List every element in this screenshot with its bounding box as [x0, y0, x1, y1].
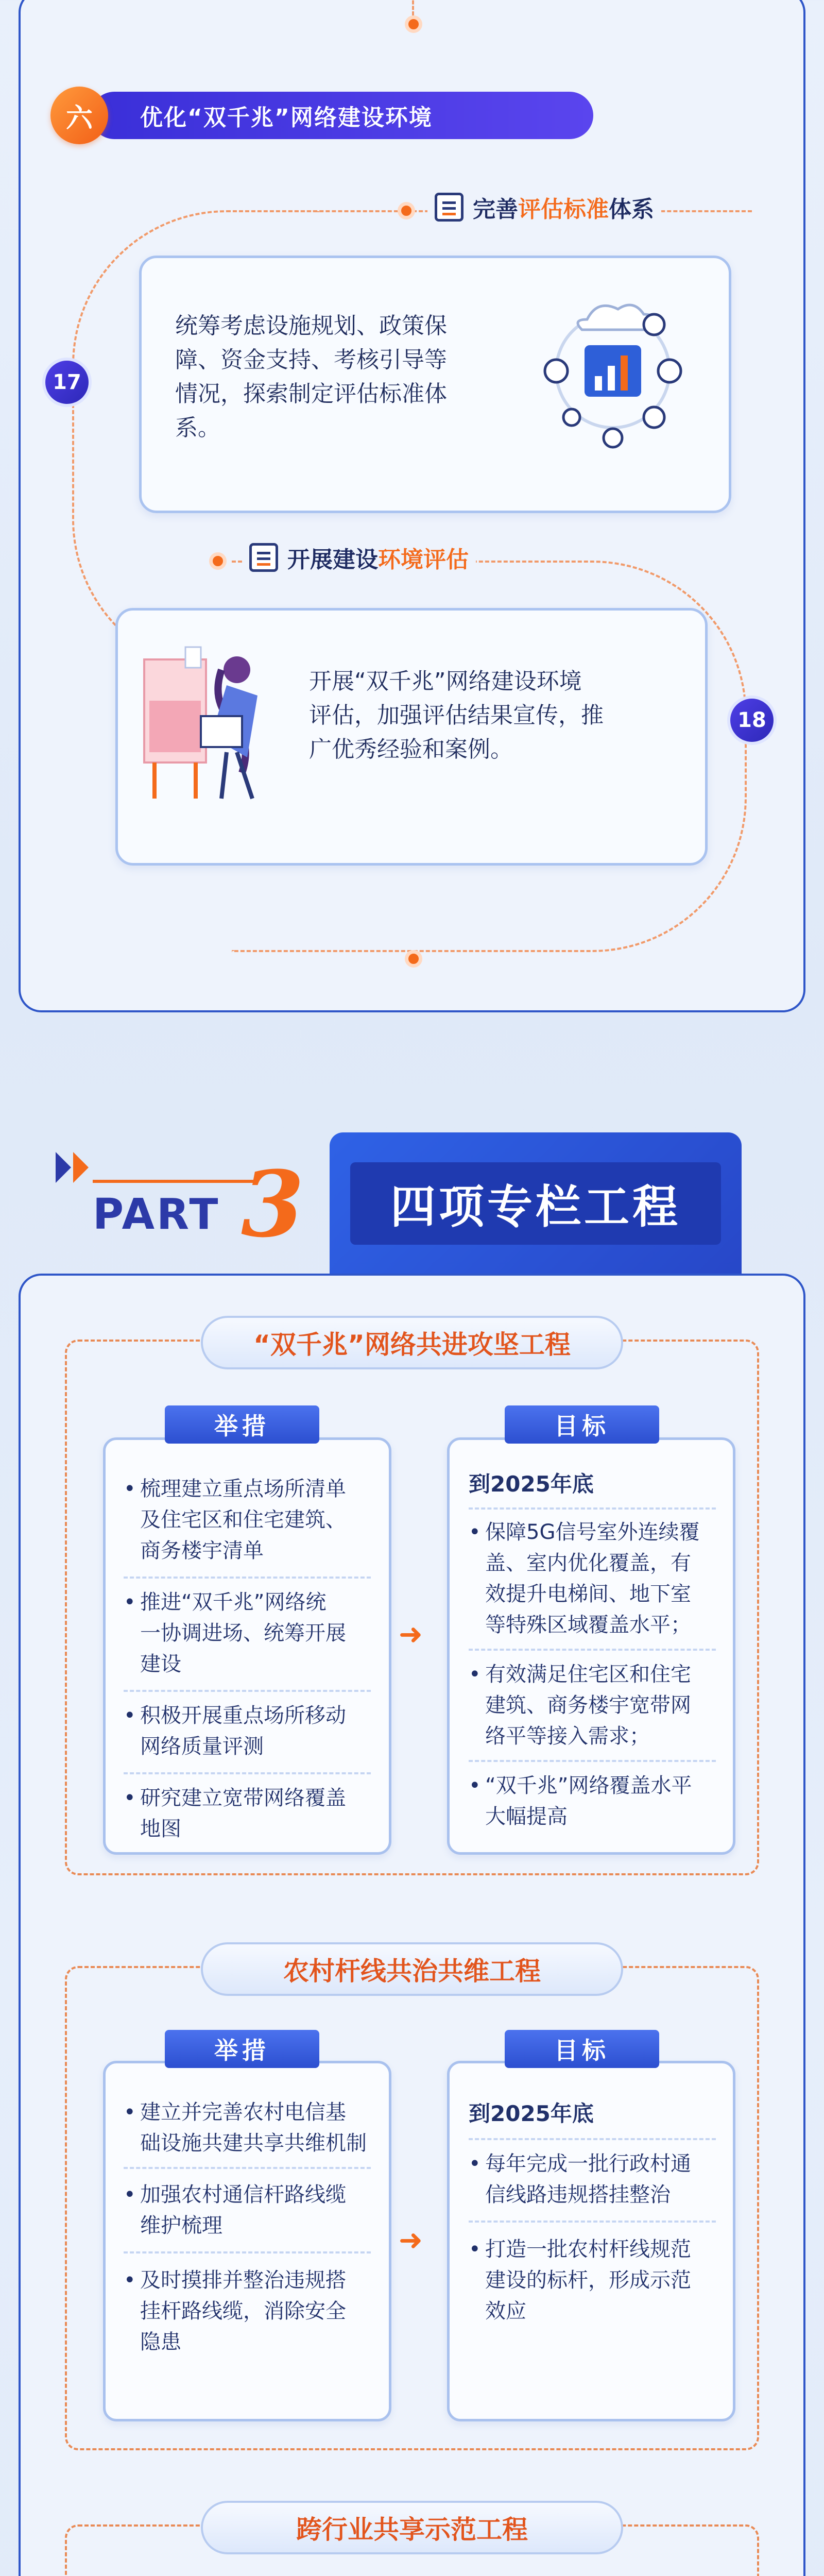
woman-reading-illustration [134, 639, 288, 809]
search-document-icon [249, 543, 278, 572]
part-number: 3 [241, 1151, 304, 1258]
project-3 [65, 2515, 759, 2576]
project-1-measures-heading: 举措 [165, 1405, 319, 1444]
data-cloud-illustration [536, 289, 690, 453]
measure-item: • 建立并完善农村电信基 础设施共建共享共维机制 [124, 2097, 381, 2159]
part-label: PART [93, 1190, 220, 1239]
divider [469, 2221, 716, 2223]
item17-dot [398, 202, 415, 219]
measure-item: • 加强农村通信杆路线缆 维护梳理 [124, 2179, 371, 2241]
measure-item: • 及时摸排并整治违规搭 挂杆路线缆，消除安全 隐患 [124, 2265, 371, 2358]
project-3-title: 跨行业共享示范工程 [201, 2501, 623, 2554]
project-1-target-year: 到2025年底 [469, 1471, 594, 1497]
measure-item: • 梳理建立重点场所清单 及住宅区和住宅建筑、 商务楼宇清单 [124, 1473, 371, 1566]
measure-item: • 积极开展重点场所移动 网络质量评测 [124, 1700, 371, 1762]
project-1-title: “双千兆”网络共进攻坚工程 [201, 1316, 623, 1369]
divider [469, 1507, 716, 1510]
arrow-right-icon: ➜ [399, 2224, 423, 2257]
part-underline [93, 1180, 258, 1183]
item18-text: 开展“双千兆”网络建设环境 评估，加强评估结果宣传，推 广优秀经验和案例。 [309, 668, 604, 762]
divider [124, 1577, 371, 1579]
project-2-goals-heading: 目标 [505, 2030, 659, 2068]
project-2-title: 农村杆线共治共维工程 [201, 1942, 623, 1996]
goal-item: • 每年完成一批行政村通 信线路违规搭挂整治 [469, 2148, 721, 2210]
item17-text: 统筹考虑设施规划、政策保 障、资金支持、考核引导等 情况，探索制定评估标准体 系。 [175, 313, 447, 441]
goal-item: • 有效满足住宅区和住宅 建筑、商务楼宇宽带网 络平等接入需求； [469, 1659, 721, 1752]
project-1-goals-heading: 目标 [505, 1405, 659, 1444]
item18-dot [209, 552, 227, 570]
measure-item: • 推进“双千兆”网络统 一协调进场、统筹开展 建设 [124, 1587, 371, 1680]
document-icon [435, 193, 464, 222]
arrow-right-icon: ➜ [399, 1618, 423, 1651]
measure-item: • 研究建立宽带网络覆盖 地图 [124, 1783, 371, 1844]
item17-badge: 17 [42, 358, 92, 407]
item18-badge: 18 [727, 696, 777, 745]
goal-item: • 打造一批农村杆线规范 建设的标杆，形成示范 效应 [469, 2234, 721, 2327]
divider [124, 2251, 371, 2253]
project-2-measures-heading: 举措 [165, 2030, 319, 2068]
divider [469, 2138, 716, 2140]
divider [124, 1690, 371, 1692]
item17-heading: 完善评估标准体系 [427, 191, 661, 224]
divider [124, 1772, 371, 1774]
double-arrow-icon [56, 1152, 97, 1183]
goal-item: • 保障5G信号室外连续覆 盖、室内优化覆盖，有 效提升电梯间、地下室 等特殊区域覆盖水平； [469, 1517, 721, 1640]
part-title: 四项专栏工程 [350, 1162, 721, 1245]
section-six-number: 六 [50, 87, 108, 144]
divider [469, 1649, 716, 1651]
timeline-dash-top [412, 0, 414, 15]
divider [469, 1760, 716, 1762]
item18-heading: 开展建设环境评估 [242, 541, 476, 574]
timeline-dot-bottom [405, 950, 422, 968]
divider [124, 2167, 371, 2169]
goal-item: • “双千兆”网络覆盖水平 大幅提高 [469, 1770, 721, 1832]
section-six-title: 优化“双千兆”网络建设环境 [91, 92, 593, 139]
timeline-dot-top [405, 15, 422, 33]
project-2-target-year: 到2025年底 [469, 2101, 594, 2126]
